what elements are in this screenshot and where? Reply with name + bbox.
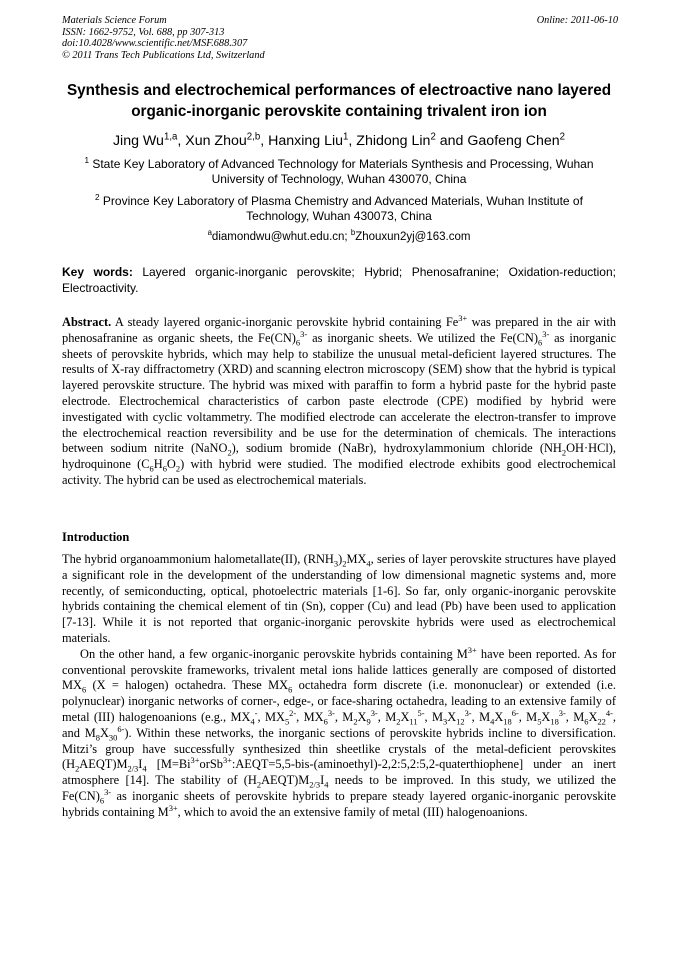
subscript: 6	[149, 463, 154, 474]
introduction-body	[62, 552, 616, 821]
intro-text: have been reported. As for conventional perovskite frameworks, trivalent metal ions halide lattices generally are composed of distorted MX	[62, 646, 616, 693]
subscript: 18	[550, 716, 559, 727]
superscript: 3-	[300, 328, 308, 339]
affiliation-1	[62, 157, 616, 187]
subscript: 2	[256, 779, 262, 790]
abstract	[62, 312, 616, 489]
intro-text: I	[320, 773, 325, 788]
subscript: 2	[227, 447, 232, 458]
affiliation-2	[62, 194, 616, 224]
abstract-text: ), sodium bromide (NaBr), hydroxylammonium chloride (NH	[231, 441, 562, 456]
subscript: 6	[99, 795, 105, 806]
subscript: 30	[108, 732, 118, 743]
intro-text: needs to be improved. In this study, we utilized the Fe(CN)	[62, 773, 617, 803]
intro-text: X	[99, 725, 109, 740]
abstract-text: H	[153, 457, 163, 472]
intro-text: X	[541, 709, 551, 724]
intro-text: , M	[424, 709, 443, 724]
superscript: 3+	[222, 755, 232, 766]
online-date: Online: 2011-06-10	[536, 15, 618, 26]
intro-text: orSb	[199, 757, 223, 772]
subscript: 9	[366, 716, 371, 727]
intro-text: , M	[377, 709, 397, 724]
intro-paragraph-2	[62, 644, 617, 821]
subscript: 5	[537, 716, 542, 727]
intro-text: , M	[471, 709, 491, 724]
affiliation-text: Province Key Laboratory of Plasma Chemistry and Advanced Materials, Wuhan Institute of Technology, Wuhan 430073, China	[102, 194, 583, 223]
intro-text: I	[138, 757, 143, 772]
intro-text: , M	[334, 709, 354, 724]
superscript: 3+	[168, 802, 178, 813]
intro-text: , M	[518, 709, 538, 724]
intro-text: , series of layer perovskite structures have played a significant role in the development of the understanding of low dimensional magnetic systems and, more recently, of semiconducting, optical, photoelectric materials [1-6]. So far, only organic-inorganic perovskite hybrids containing the chemical element of tin (Sn), copper (Cu) and lead (Pb) have been used to application [7-13]. While it is not reported that organic-inorganic perovskite hybrids were used as electrochemical materials.	[62, 552, 616, 645]
superscript: 3-	[542, 328, 550, 339]
subscript: 6	[584, 716, 589, 727]
subscript: 4	[324, 779, 329, 790]
affiliation-text: State Key Laboratory of Advanced Technology for Materials Synthesis and Processing, Wuhan University of Technology, Wuhan 430070, China	[92, 157, 594, 186]
intro-text: The hybrid organoammonium halometallate(II), (RNH	[62, 552, 334, 566]
author-name: Hanxing Liu	[268, 133, 344, 149]
intro-text: (X = halogen) octahedra. These MX	[86, 678, 289, 693]
doi-line: doi:10.4028/www.scientific.net/MSF.688.307	[62, 38, 248, 49]
abstract-text: ) with hybrid were studied. The modified electrode exhibits good electrochemical activity. The hybrid can be used as electrochemical materials.	[62, 457, 616, 487]
intro-text: X	[494, 709, 504, 724]
superscript: 5-	[417, 707, 425, 718]
abstract-text: as inorganic sheets. We utilized the Fe(CN)	[307, 330, 539, 345]
intro-paragraph-1	[62, 552, 616, 647]
subscript: 4	[366, 558, 371, 569]
intro-text: , M	[565, 709, 585, 724]
intro-text: X	[400, 709, 410, 724]
intro-text: X	[588, 709, 598, 724]
intro-text: X	[447, 709, 457, 724]
journal-name: Materials Science Forum	[62, 15, 167, 26]
email-a[interactable]: diamondwu@whut.edu.cn;	[211, 231, 348, 243]
keywords-label: Key words:	[62, 265, 133, 279]
subscript: 22	[597, 716, 606, 727]
paper-title: Synthesis and electrochemical performances of electroactive nano layered organic-inorganic perovskite containing trivalent iron ion	[66, 82, 612, 120]
subscript: 6	[323, 716, 328, 727]
intro-text: [M=Bi	[146, 757, 191, 772]
subscript: 6	[538, 337, 543, 348]
abstract-label: Abstract.	[62, 315, 112, 329]
abstract-text: O	[166, 457, 176, 472]
superscript: 3-	[104, 786, 112, 797]
superscript: 3+	[190, 755, 200, 766]
author-name: Xun Zhou	[185, 133, 247, 149]
keywords	[62, 265, 616, 296]
subscript: 2	[353, 716, 358, 727]
intro-text: as inorganic sheets of perovskite hybrids to prepare steady layered organic-inorganic perovskite hybrids containing M	[62, 788, 616, 819]
superscript: 3-	[327, 707, 335, 718]
abstract-text: as inorganic sheets of perovskite hybrids, which may help to stabilize the unusual metal-deficient layered structures. The results of X-ray diffractometry (XRD) and scanning electron microscopy (SEM) show that the hybrid is typical layered perovskite structure. The hybrid was mixed with paraffin to form a hybrid paste for the hybrid paste electrode. Electrochemical characteristics of carbon paste electrode (CPE) modified by hybrid were investigated with cyclic voltammetry. The modified electrode can accelerate the electron-transfer to improve the electrochemical reaction reversibility and be use for the determination of chemicals. The interactions between sodium nitrite (NaNO	[62, 330, 616, 456]
subscript: 3	[333, 558, 339, 569]
affiliation-mark: 2	[95, 193, 100, 202]
email-mark: a	[207, 228, 212, 238]
author-name: Jing Wu	[112, 133, 164, 149]
abstract-text: A steady layered organic-inorganic perovskite hybrid containing Fe	[114, 315, 459, 329]
subscript: 6	[288, 684, 293, 695]
subscript: 18	[503, 716, 512, 727]
intro-text: On the other hand, a few organic-inorganic perovskite hybrids containing M	[80, 646, 468, 661]
copyright-line: © 2011 Trans Tech Publications Ltd, Switzerland	[62, 49, 265, 61]
intro-text: , MX	[296, 709, 324, 724]
subscript: 4	[142, 763, 147, 774]
superscript: 3-	[464, 707, 472, 718]
intro-text: :AEQT=5,5-bis-(aminoethyl)-2,2:5,2:5,2-quaterthiophene] under an inert atmosphere [14]. The stability of (H	[62, 757, 616, 788]
issn-line: ISSN: 1662-9752, Vol. 688, pp 307-313	[62, 26, 225, 38]
author-mark: 2	[430, 131, 436, 143]
author-mark: 2	[559, 131, 566, 143]
affiliation-mark: 1	[84, 156, 89, 165]
intro-text: X	[357, 709, 367, 724]
intro-text: MX	[346, 552, 367, 566]
email-line	[62, 230, 616, 245]
intro-text: ). Within these networks, the inorganic sections of perovskite hybrids incline to diversification. Mitzi’s group have successfully synthesized thin sheetlike crystals of the metal-deficient perovskites (H	[62, 725, 616, 772]
subscript: 3	[443, 716, 448, 727]
author-name: Gaofeng Chen	[467, 133, 560, 149]
subscript: 8	[95, 732, 100, 743]
subscript: 4	[490, 716, 495, 727]
subscript: 2	[175, 463, 181, 474]
subscript: 2	[561, 447, 567, 458]
subscript: 6	[162, 463, 167, 474]
superscript: 6-	[511, 707, 519, 718]
superscript: 6-	[117, 723, 125, 734]
superscript: 3-	[558, 707, 566, 718]
journal-header	[62, 15, 618, 61]
superscript: 3-	[370, 707, 378, 718]
subscript: 4	[250, 716, 255, 727]
abstract-text: was prepared in the air with phenosafranine as organic sheets, the Fe(CN)	[62, 315, 616, 345]
author-mark: 2,b	[246, 131, 261, 143]
subscript: 6	[295, 337, 301, 348]
email-mark: b	[350, 228, 356, 238]
subscript: 6	[81, 684, 87, 695]
subscript: 11	[409, 716, 418, 727]
intro-text: , and M	[62, 709, 616, 740]
superscript: 4-	[605, 707, 613, 718]
intro-text: AEQT)M	[79, 757, 128, 772]
subscript: 2/3	[309, 779, 321, 790]
email-b[interactable]: Zhouxun2yj@163.com	[355, 231, 471, 243]
author-mark: 1,a	[163, 131, 178, 143]
superscript: 3+	[458, 312, 468, 323]
subscript: 2	[342, 558, 347, 569]
introduction-heading: Introduction	[62, 530, 130, 544]
subscript: 12	[456, 716, 465, 727]
subscript: 2/3	[127, 763, 139, 774]
intro-text: )	[338, 552, 343, 566]
intro-text: octahedra form discrete (i.e. mononuclear) or extended (i.e. polynuclear) inorganic networks of corner-, edge-, or face-sharing octahedra, leading to an extensive family of metal (III) halogenoanions (e.g., MX	[62, 678, 616, 724]
abstract-text: OH·HCl), hydroquinone (C	[62, 441, 616, 472]
subscript: 2	[396, 716, 401, 727]
keywords-text: Layered organic-inorganic perovskite; Hybrid; Phenosafranine; Oxidation-reduction; Electroactivity.	[62, 265, 616, 295]
author-list: Jing Wu$^{1,a}$, Xun Zhou$^{2,b}$, Hanxing Liu$^1$, Zhidong Lin$^2$ and Gaofeng Chen$^2$	[112, 131, 566, 149]
author-name: Zhidong Lin	[356, 133, 431, 149]
superscript: 2-	[289, 707, 297, 718]
subscript: 5	[284, 716, 290, 727]
superscript: -	[254, 707, 258, 718]
author-mark: 1	[343, 131, 349, 143]
intro-text: , MX	[257, 709, 285, 724]
intro-text: , which to avoid the an extensive family of metal (III) halogenoanions.	[177, 804, 528, 819]
subscript: 2	[75, 763, 80, 774]
superscript: 3+	[467, 644, 477, 655]
intro-text: AEQT)M	[261, 773, 310, 788]
